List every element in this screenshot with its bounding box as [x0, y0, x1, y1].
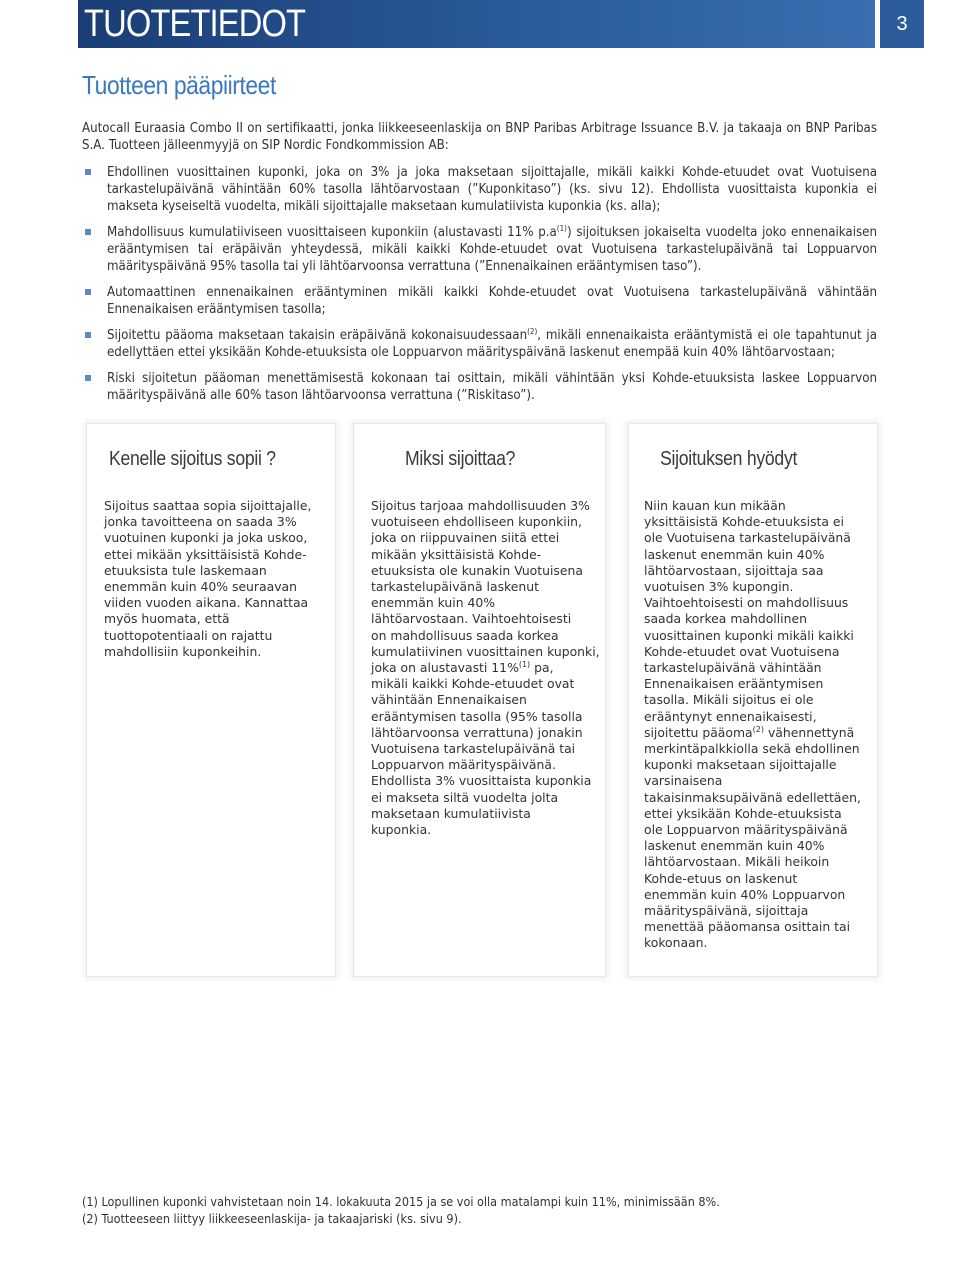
box-text-line: erääntymisen tasolla (95% tasolla: [371, 708, 583, 724]
list-item-text: Sijoitettu pääoma maksetaan takaisin eräpäivänä kokonaisuudessaan: [107, 328, 528, 343]
box-text-line: Kohde-etuudet ovat Vuotuisena: [644, 643, 840, 659]
box-text-line: joka on riippuvainen siitä ettei: [371, 530, 560, 546]
box-body: [644, 498, 861, 952]
box-text-line: [371, 660, 600, 676]
box-text-line: Vuotuisena tarkastelupäivänä tai: [371, 741, 576, 757]
section-title: Tuotteen pääpiirteet: [82, 70, 276, 100]
box-text-line: Sijoitus saattaa sopia sijoittajalle,: [104, 498, 312, 513]
list-item-text: Automaattinen ennenaikainen erääntyminen mikäli kaikki Kohde-etuudet ovat Vuotuisena tarkastelupäivänä vähintään Ennenaikaisen erääntymisen tasolla;: [107, 285, 877, 317]
box-text-line: myös huomata, että: [104, 611, 230, 627]
list-item: [82, 164, 877, 215]
box-text-line: takaisinmaksupäivänä edellettäen,: [644, 789, 861, 805]
footnote-ref: (1): [518, 660, 531, 670]
box-text-line: lähtöarvostaan, sijoittaja saa: [644, 562, 824, 578]
box-text-line: Loppuarvon määrityspäivänä.: [371, 757, 556, 773]
list-item: [82, 284, 877, 318]
box-text-line: lähtöarvostaan. Mikäli heikoin: [644, 854, 830, 870]
box-text-line: enemmän kuin 40%: [371, 595, 496, 611]
box-text-line: ei makseta siltä vuodelta jolta: [371, 789, 559, 805]
footnotes: [82, 1194, 882, 1227]
box-text-line: varsinaisena: [644, 773, 723, 789]
box-text-line: Vaihtoehtoisesti on mahdollisuus: [644, 595, 849, 611]
box-text-line: ettei yksikään Kohde-etuuksista: [644, 805, 842, 821]
box-text-line: tarkastelupäivänä laskenut: [371, 579, 539, 595]
page-header-title: TUOTETIEDOT: [84, 3, 306, 45]
box-text-line: Ehdollista 3% vuosittaista kuponkia: [371, 773, 592, 789]
square-bullet-icon: [85, 289, 91, 295]
footnote-2: (2) Tuotteeseen liittyy liikkeeseenlaskija- ja takaajariski (ks. sivu 9).: [82, 1210, 462, 1226]
footnote-ref: (2): [527, 327, 538, 336]
box-title: Miksi sijoittaa?: [405, 448, 516, 470]
footnote-ref: (2): [752, 724, 764, 734]
list-item-text: Riski sijoitetun pääoman menettämisestä kokonaan tai osittain, mikäli vähintään yksi Kohde-etuuksista laskee Loppuarvon määrityspäivänä alle 60% tason lähtöarvoonsa verrattuna (”Riskitaso”).: [107, 371, 877, 403]
box-text-line: menettää pääomansa osittain tai: [644, 919, 851, 935]
box-text-fragment: pa,: [530, 660, 554, 676]
box-text-line: enemmän kuin 40% Loppuarvon: [644, 886, 846, 902]
list-item: [82, 327, 877, 361]
box-text-line: kuponkia.: [371, 822, 432, 838]
list-item-text: ) sijoituksen jokaiselta vuodelta joko ennenaikaisen erääntymisen tai eräpäivän yhteydessä, mikäli kaikki Kohde-etuudet ovat Vuotuisena tarkastelupäivänä tai Loppuarvon määrityspäivänä 95% tasolla tai yli lähtöarvoonsa verrattuna (”Ennenaikainen erääntymisen taso”).: [107, 225, 877, 274]
box-text-line: lähtöarvostaan. Vaihtoehtoisesti: [371, 611, 572, 627]
box-text-line: kuponki maksetaan sijoittajalle: [644, 757, 837, 773]
page-number: 3: [880, 0, 924, 48]
box-text-line: laskenut enemmän kuin 40%: [644, 838, 825, 854]
box-text-line: Sijoitus tarjoaa mahdollisuuden 3%: [371, 498, 590, 513]
feature-list: [82, 164, 877, 404]
box-text-line: jonka tavoitteena on saada 3%: [104, 514, 297, 530]
box-text-line: vähintään Ennenaikaisen: [371, 692, 527, 708]
box-text-line: etuuksista ole kunakin Vuotuisena: [371, 562, 583, 578]
list-item: [82, 224, 877, 275]
box-text-line: Kohde-etuus on laskenut: [644, 870, 798, 886]
box-text-line: Niin kauan kun mikään: [644, 498, 786, 513]
box-title: Sijoituksen hyödyt: [660, 448, 798, 470]
box-text-line: mikään yksittäisistä Kohde-: [371, 546, 542, 562]
box-text-line: [644, 725, 861, 741]
box-body: [104, 498, 311, 660]
box-why-invest: [354, 424, 605, 976]
box-who-should-invest: [87, 424, 335, 976]
box-text-line: tarkastelupäivänä vähintään: [644, 660, 822, 676]
box-text-line: erääntynyt ennenaikaisesti,: [644, 708, 817, 724]
list-item-text: Ehdollinen vuosittainen kuponki, joka on 3% ja joka maksetaan sijoittajalle, mikäli kaikki Kohde-etuudet ovat Vuotuisena tarkastelupäivänä vähintään 60% tasolla lähtöarvostaan (”Kuponkitaso”) (ks. sivu 12). Ehdollista vuosittaista kuponkia ei makseta kyseiseltä vuodelta, mikäli sijoittajalle maksetaan kumulatiivista kuponkia (ks. alla);: [107, 165, 877, 214]
box-text-line: maksetaan kumulatiivista: [371, 805, 531, 821]
intro-paragraph: Autocall Euraasia Combo II on sertifikaatti, jonka liikkeeseenlaskija on BNP Paribas Arbitrage Issuance B.V. ja takaaja on BNP Paribas S.A. Tuotteen jälleenmyyjä on SIP Nordic Fondkommission AB:: [82, 121, 877, 153]
list-item: [82, 370, 877, 404]
box-text-line: ole Loppuarvon määrityspäivänä: [644, 822, 848, 838]
box-text-line: merkintäpalkkiolla sekä ehdollinen: [644, 741, 860, 757]
box-benefits: [629, 424, 877, 976]
box-text-fragment: joka on alustavasti 11%: [371, 660, 519, 676]
box-text-line: on mahdollisuus saada korkea: [371, 627, 559, 643]
list-item-text: Mahdollisuus kumulatiiviseen vuosittaiseen kuponkiin (alustavasti 11% p.a: [107, 225, 557, 240]
footnote-ref: (1): [556, 224, 567, 233]
box-text-line: yksittäisistä Kohde-etuuksista ei: [644, 514, 844, 530]
box-text-line: Ennenaikaisen erääntymisen: [644, 676, 824, 692]
square-bullet-icon: [85, 332, 91, 338]
list-item-text: , mikäli ennenaikaista erääntymistä ei ole tapahtunut ja edellyttäen ettei yksikään Kohde-etuuksista ole Loppuarvon määrityspäivänä laskenut enempää kuin 40% lähtöarvostaan;: [107, 328, 877, 360]
box-text-line: ettei mikään yksittäisistä Kohde-: [104, 546, 307, 562]
box-text-line: määrityspäivänä, sijoittaja: [644, 903, 809, 919]
box-text-line: ole Vuotuisena tarkastelupäivänä: [644, 530, 851, 546]
box-text-line: tasolla. Mikäli sijoitus ei ole: [644, 692, 814, 708]
footnote-1: (1) Lopullinen kuponki vahvistetaan noin 14. lokakuuta 2015 ja se voi olla matalampi kuin 11%, minimissään 8%.: [82, 1194, 720, 1209]
box-title: Kenelle sijoitus sopii ?: [109, 448, 276, 470]
box-text-line: lähtöarvoonsa verrattuna) jonakin: [371, 724, 583, 740]
box-text-line: tuottopotentiaali on rajattu: [104, 627, 273, 643]
box-text-line: mikäli kaikki Kohde-etuudet ovat: [371, 676, 575, 692]
box-text-line: vuotuisen 3% kupongin.: [644, 579, 794, 595]
box-text-line: viiden vuoden aikana. Kannattaa: [104, 595, 309, 611]
box-text-line: etuuksista tule laskemaan: [104, 562, 267, 578]
box-text-fragment: vähennettynä: [764, 724, 855, 740]
box-text-line: saada korkea mahdollinen: [644, 611, 807, 627]
box-text-fragment: sijoitettu pääoma: [644, 724, 753, 740]
box-text-line: enemmän kuin 40% seuraavan: [104, 579, 297, 595]
box-text-line: vuosittainen kuponki mikäli kaikki: [644, 627, 854, 643]
box-text-line: vuotuiseen ehdolliseen kuponkiin,: [371, 514, 582, 530]
box-text-line: vuotuinen kuponki ja joka uskoo,: [104, 530, 308, 546]
box-text-line: laskenut enemmän kuin 40%: [644, 546, 825, 562]
box-body: [371, 498, 600, 838]
box-text-line: kokonaan.: [644, 935, 708, 951]
square-bullet-icon: [85, 229, 91, 235]
square-bullet-icon: [85, 375, 91, 381]
square-bullet-icon: [85, 169, 91, 175]
box-text-line: mahdollisiin kuponkeihin.: [104, 643, 262, 659]
box-text-line: kumulatiivinen vuosittainen kuponki,: [371, 643, 600, 659]
